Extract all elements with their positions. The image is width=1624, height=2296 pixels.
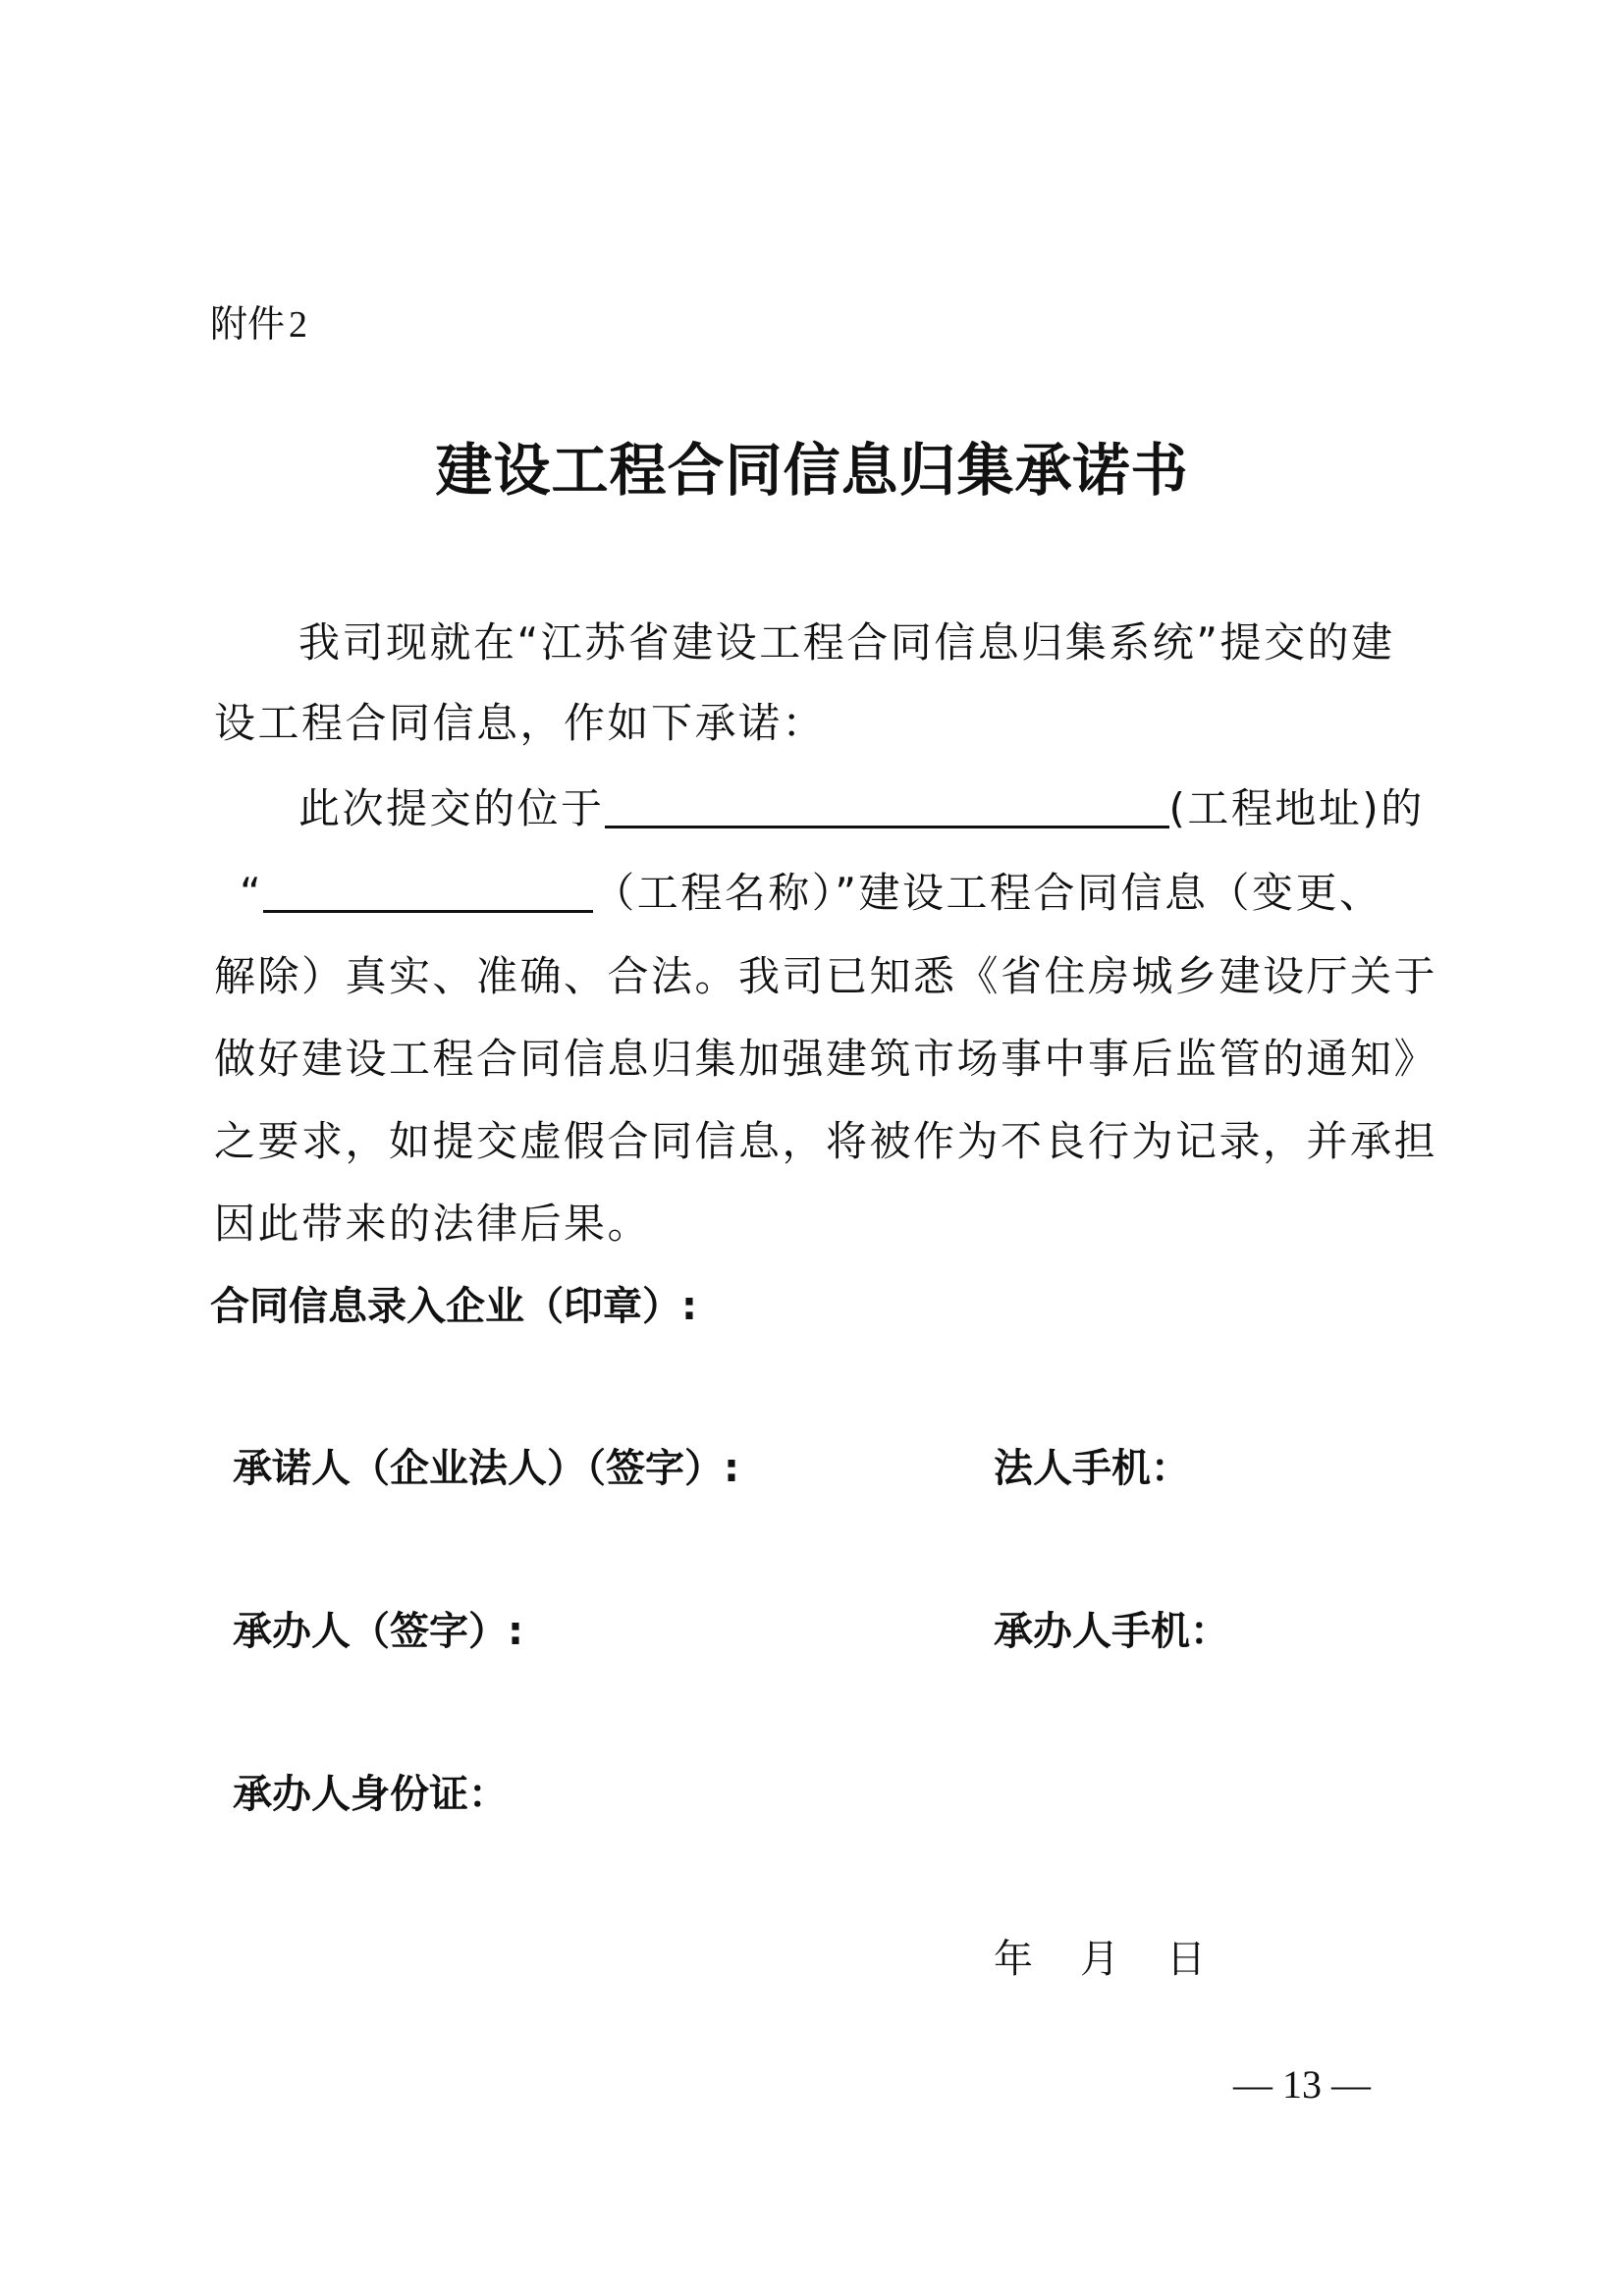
open-quote: “: [240, 869, 264, 917]
date-year: 年: [994, 1937, 1033, 1982]
project-name-suffix: （工程名称）”建设工程合同信息（变更、: [593, 869, 1383, 917]
handler-sign-label: 承办人（签字）:: [233, 1609, 523, 1654]
paragraph-2-line-6: 因此带来的法律后果。: [214, 1200, 652, 1248]
paragraph-2-line-2: [240, 863, 1383, 922]
attachment-label-text: 附件: [210, 302, 286, 346]
legal-rep-sign-label: 承诺人（企业法人）（签字）:: [233, 1446, 739, 1491]
attachment-label: [210, 302, 307, 348]
paragraph-2-line-3: 解除）真实、准确、合法。我司已知悉《省住房城乡建设厅关于: [214, 952, 1438, 1000]
handler-id-label: 承办人身份证：: [233, 1772, 508, 1817]
company-seal-label: 合同信息录入企业（印章）:: [210, 1284, 697, 1329]
legal-rep-phone-label: 法人手机：: [994, 1446, 1190, 1491]
paragraph-1-line-1: 我司现就在“江苏省建设工程合同信息归集系统”提交的建: [298, 618, 1395, 667]
paragraph-1-line-2: 设工程合同信息，作如下承诺：: [214, 699, 827, 747]
date-month: 月: [1080, 1937, 1119, 1982]
address-prefix: 此次提交的位于: [298, 784, 605, 832]
handler-phone-label: 承办人手机：: [994, 1609, 1229, 1654]
paragraph-2-line-5: 之要求，如提交虚假合同信息，将被作为不良行为记录，并承担: [214, 1117, 1438, 1165]
paragraph-2-line-4: 做好建设工程合同信息归集加强建筑市场事中事后监管的通知》: [214, 1035, 1438, 1083]
paragraph-2-line-1: [298, 778, 1425, 837]
address-suffix: (工程地址)的: [1168, 784, 1425, 832]
date-line: [994, 1936, 1253, 1983]
page-number: — 13 —: [1233, 2062, 1371, 2107]
document-title: 建设工程合同信息归集承诺书: [435, 437, 1189, 504]
date-day: 日: [1166, 1937, 1206, 1982]
attachment-number: 2: [289, 304, 308, 346]
project-name-blank[interactable]: [263, 869, 593, 913]
project-address-blank[interactable]: [605, 784, 1169, 828]
